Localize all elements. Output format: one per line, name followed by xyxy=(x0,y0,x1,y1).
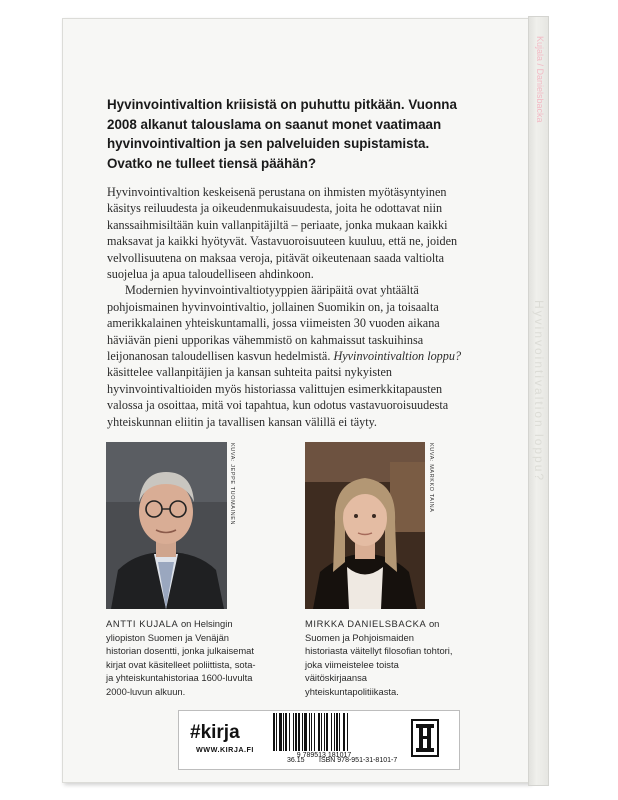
paragraph-2-end: käsittelee vallanpitäjien ja kansan suhteita paitsi nykyisten hyvinvointivaltioiden myös historiassa valittujen esimerkkitapausten valossa ja osoittaa, mitä voi tapahtua, kun odotus vastavuoroisuudesta yhteiskunnan eliitin ja tavallisen kansan välillä ei täyty. xyxy=(107,365,449,429)
paragraph-2 xyxy=(107,282,477,430)
author-photo-danielsbacka xyxy=(305,442,425,609)
author-bio-2 xyxy=(305,617,455,699)
photo-credit-1: KUVA: JEPPE TUOMAINEN xyxy=(229,443,235,526)
photo-credit-2: KUVA: MARKKO TAINA xyxy=(428,443,434,513)
isbn-text: ISBN 978-951-31-8101-7 xyxy=(319,757,398,764)
author-photo-kujala xyxy=(106,442,227,609)
spine-authors: Kujala / Danielsbacka xyxy=(535,36,545,123)
author-name-2: MIRKKA DANIELSBACKA xyxy=(305,618,427,629)
intro-text: Hyvinvointivaltion kriisistä on puhuttu pitkään. Vuonna 2008 alkanut talouslama on saanut monet vaatimaan hyvinvointivaltion ja sen palveluiden supistamista. Ovatko ne tulleet tiensä päähän? xyxy=(107,97,457,171)
author-bio-1 xyxy=(106,617,256,699)
publisher-emblem-icon xyxy=(411,719,439,757)
author-bio-text-2: on Suomen ja Pohjoismaiden historiasta väitellyt filosofian tohtori, joka viimeistelee toista väitöskirjaansa yhteiskuntapolitiikasta. xyxy=(305,618,453,697)
paragraph-1: Hyvinvointivaltion keskeisenä perustana on ihmisten myötäsyntyinen käsitys reiluudesta ja oikeudenmukaisuudesta, joita he odottavat niin kanssaihmisiltään kuin vallanpitäjiltä – periaate, jonka mukaan kaikki maksavat ja kaikki hyötyvät. Vastavuoroisuuteen kuuluu, että ne, joiden velvollisuutena on maksaa veroja, pitävät oikeutenaan saada valtiolta suojelua ja apua taloudelliseen ahdinkoon. xyxy=(107,185,458,282)
body-text xyxy=(107,184,477,430)
publisher-url: WWW.KIRJA.FI xyxy=(196,745,254,754)
publisher-logo: #kirja xyxy=(190,722,240,743)
price-code: 36.15 xyxy=(287,757,305,764)
author-name-1: ANTTI KUJALA xyxy=(106,618,179,629)
spine-title: Hyvinvointivaltion loppu? xyxy=(532,300,546,483)
author-bio-text-1: on Helsingin yliopiston Suomen ja Venäjän historian dosentti, jonka julkaisemat kirjat ovat käsitelleet poliittista, sota- ja yhteiskuntahistoriaa 1600-luvulta 2000-luvun alkuun. xyxy=(106,618,256,697)
barcode-icon xyxy=(271,713,377,751)
book-title-inline: Hyvinvointivaltion loppu? xyxy=(333,349,462,364)
paragraph-2-start: Modernien hyvinvointivaltiotyyppien ääripäitä ovat yhtäältä pohjoismainen hyvinvointivaltio, jollainen Suomikin on, ja toisaalta amerikkalainen yhteiskuntamalli, jossa viimeisten 30 vuoden aikana häviävän pieni upporikas vähemmistö on kahmaissut taskuihinsa leijonanosan taloudellisen kasvun hedelmistä. xyxy=(107,283,440,364)
barcode-number: 9 789513 181017 xyxy=(296,752,352,759)
